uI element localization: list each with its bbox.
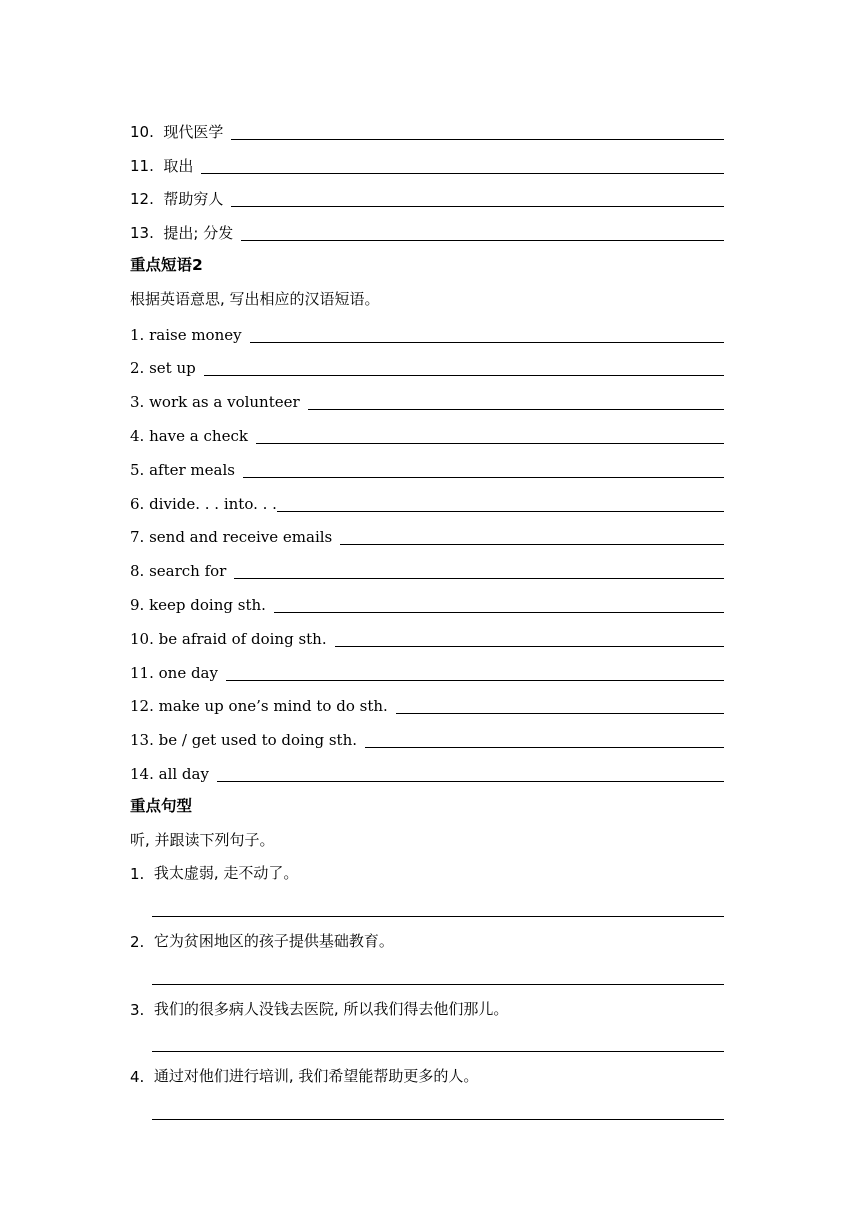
sentence-prompt xyxy=(130,1052,724,1086)
sentence-number: 3. xyxy=(130,1000,145,1019)
phrase-label: 4. have a check xyxy=(130,426,248,445)
answer-line[interactable] xyxy=(234,577,724,579)
answer-line[interactable] xyxy=(396,712,724,714)
answer-line[interactable] xyxy=(226,679,724,681)
answer-line[interactable] xyxy=(250,341,724,343)
sentence-number: 1. xyxy=(130,865,145,884)
section-heading: 重点短语2 xyxy=(130,255,203,274)
phrase-row xyxy=(130,106,724,140)
section-instruction: 根据英语意思, 写出相应的汉语短语。 xyxy=(130,289,380,308)
phrase-row xyxy=(130,207,724,241)
phrase-row xyxy=(130,714,724,748)
answer-line[interactable] xyxy=(152,1118,724,1120)
phrase-row xyxy=(130,545,724,579)
sentence-prompt xyxy=(130,917,724,951)
phrase-label: 9. keep doing sth. xyxy=(130,595,266,614)
sentence-text: 它为贫困地区的孩子提供基础教育。 xyxy=(153,931,394,950)
phrase-row xyxy=(130,579,724,613)
answer-line[interactable] xyxy=(201,172,724,174)
phrase-label: 13. be / get used to doing sth. xyxy=(130,731,358,750)
sentence-text: 通过对他们进行培训, 我们希望能帮助更多的人。 xyxy=(153,1067,479,1086)
sentence-prompt xyxy=(130,985,724,1019)
phrase-label: 14. all day xyxy=(130,764,209,783)
phrase-row xyxy=(130,140,724,174)
phrase-label: 12. make up one’s mind to do sth. xyxy=(130,697,388,716)
sentence-answer xyxy=(152,883,724,917)
sentence-number: 4. xyxy=(130,1068,145,1087)
phrase-row xyxy=(130,512,724,546)
phrase-label: 8. search for xyxy=(130,562,227,581)
phrase-label: 10. be afraid of doing sth. xyxy=(130,629,327,648)
phrase-row xyxy=(130,748,724,782)
answer-line[interactable] xyxy=(340,543,724,545)
worksheet-page xyxy=(130,106,724,1120)
phrase-label: 6. divide. . . into. . . xyxy=(130,494,277,513)
phrase-label: 11. 取出 xyxy=(130,156,194,175)
answer-line[interactable] xyxy=(231,138,724,140)
answer-line[interactable] xyxy=(204,374,724,376)
sentence-answer xyxy=(152,1086,724,1120)
answer-line[interactable] xyxy=(231,205,724,207)
phrase-row xyxy=(130,174,724,208)
answer-line[interactable] xyxy=(243,476,724,478)
section-instruction: 听, 并跟读下列句子。 xyxy=(130,830,275,849)
phrase-row xyxy=(130,309,724,343)
section-heading: 重点句型 xyxy=(130,796,193,815)
phrase-row xyxy=(130,478,724,512)
sentence-text: 我太虚弱, 走不动了。 xyxy=(153,864,299,883)
phrase-label: 7. send and receive emails xyxy=(130,528,333,547)
phrase-row xyxy=(130,613,724,647)
answer-line[interactable] xyxy=(152,1050,724,1052)
phrase-label: 5. after meals xyxy=(130,460,235,479)
answer-line[interactable] xyxy=(256,442,724,444)
answer-line[interactable] xyxy=(217,780,724,782)
phrase-label: 11. one day xyxy=(130,663,218,682)
sentence-prompt xyxy=(130,850,724,884)
phrase-label: 13. 提出; 分发 xyxy=(130,224,234,243)
sentence-answer xyxy=(152,951,724,985)
phrase-label: 12. 帮助穷人 xyxy=(130,190,224,209)
sentence-answer xyxy=(152,1019,724,1053)
answer-line[interactable] xyxy=(152,983,724,985)
phrase-row xyxy=(130,647,724,681)
answer-line[interactable] xyxy=(335,645,724,647)
phrase-row xyxy=(130,681,724,715)
sentence-number: 2. xyxy=(130,932,145,951)
phrase-label: 3. work as a volunteer xyxy=(130,393,300,412)
sentence-text: 我们的很多病人没钱去医院, 所以我们得去他们那儿。 xyxy=(153,999,509,1018)
phrase-row xyxy=(130,343,724,377)
phrase-label: 2. set up xyxy=(130,359,196,378)
answer-line[interactable] xyxy=(308,408,724,410)
phrase-row xyxy=(130,444,724,478)
answer-line[interactable] xyxy=(241,239,724,241)
phrase-label: 10. 现代医学 xyxy=(130,122,224,141)
phrase-row xyxy=(130,376,724,410)
answer-line[interactable] xyxy=(274,611,724,613)
answer-line[interactable] xyxy=(365,746,724,748)
answer-line[interactable] xyxy=(277,510,724,512)
phrase-label: 1. raise money xyxy=(130,325,242,344)
answer-line[interactable] xyxy=(152,915,724,917)
phrase-row xyxy=(130,410,724,444)
